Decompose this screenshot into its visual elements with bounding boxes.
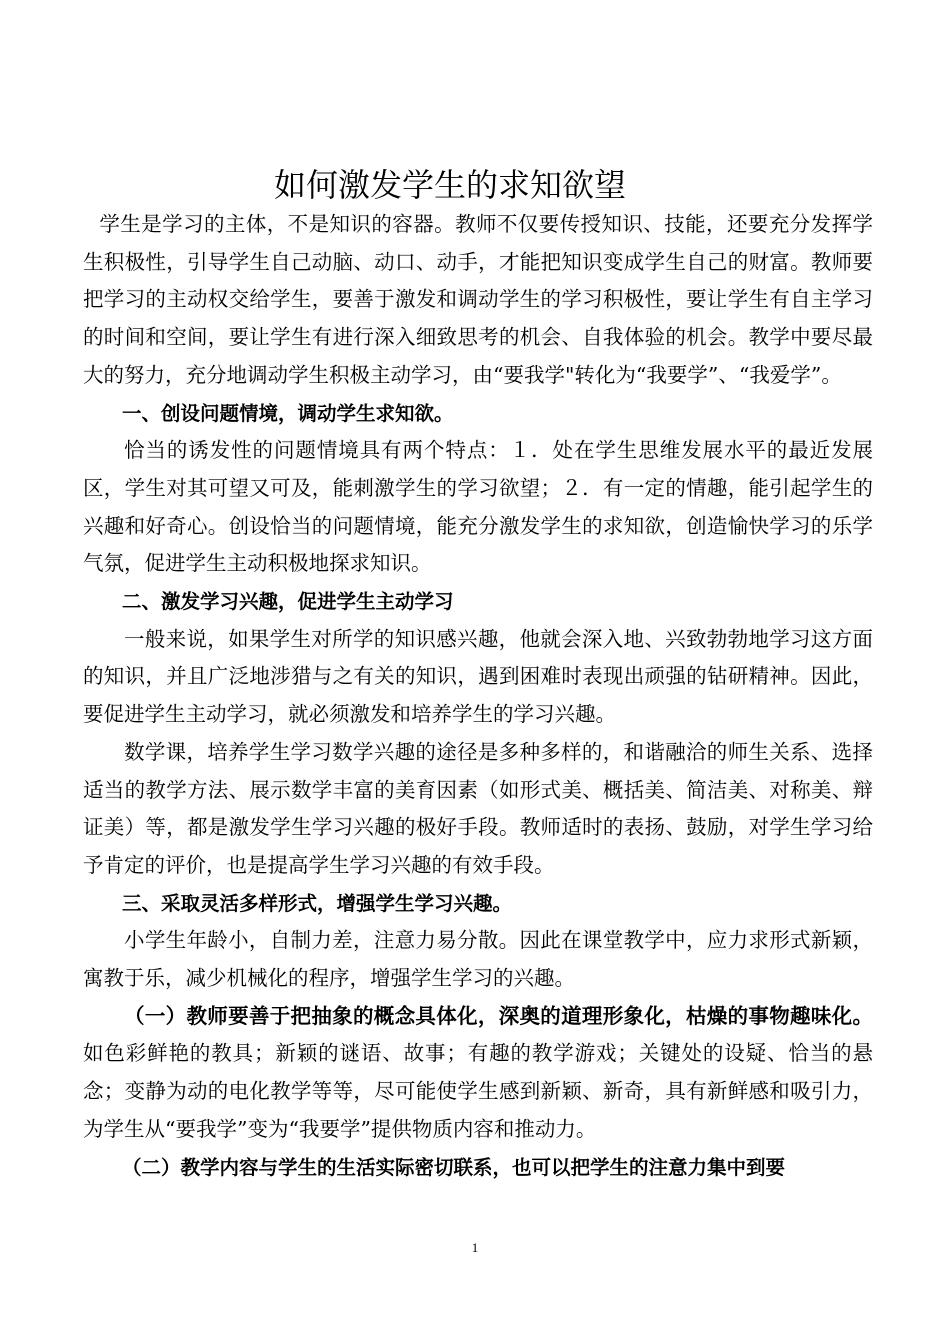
- paragraph-forms: 小学生年龄小，自制力差，注意力易分散。因此在课堂教学中，应力求形式新颖，寓教于乐，减少机械化的程序，增强学生学习的兴趣。: [83, 928, 873, 991]
- document-body: [83, 206, 873, 1186]
- page-number: 1: [471, 1240, 479, 1255]
- paragraph-problem-situation: 恰当的诱发性的问题情境具有两个特点：１．处在学生思维发展水平的最近发展区，学生对其可望又可及，能刺激学生的学习欲望；２．有一定的情趣，能引起学生的兴趣和好奇心。创设恰当的问题情境，能充分激发学生的求知欲，创造愉快学习的乐学气氛，促进学生主动积极地探求知识。: [83, 438, 873, 576]
- paragraph-intro: 学生是学习的主体，不是知识的容器。教师不仅要传授知识、技能，还要充分发挥学生积极性，引导学生自己动脑、动口、动手，才能把知识变成学生自己的财富。教师要把学习的主动权交给学生，要善于激发和调动学生的学习积极性，要让学生有自主学习的时间和空间，要让学生有进行深入细致思考的机会、自我体验的机会。教学中要尽最大的努力，充分地调动学生积极主动学习，由“要我学"转化为“我要学”、“我爱学”。: [83, 212, 873, 387]
- paragraph-interest-1: 一般来说，如果学生对所学的知识感兴趣，他就会深入地、兴致勃勃地学习这方面的知识，并且广泛地涉猎与之有关的知识，遇到困难时表现出顽强的钻研精神。因此，要促进学生主动学习，就必须激发和培养学生的学习兴趣。: [83, 626, 873, 727]
- section-heading-2: 二、激发学习兴趣，促进学生主动学习: [122, 590, 454, 614]
- subsection-1-lead: （一）教师要善于把抽象的概念具体化，深奥的道理形象化，枯燥的事物趣味化。: [124, 1003, 873, 1028]
- subsection-1-text: 如色彩鲜艳的教具；新颖的谜语、故事；有趣的教学游戏；关键处的设疑、恰当的悬念；变静为动的电化教学等等，尽可能使学生感到新颖、新奇，具有新鲜感和吸引力，为学生从“要我学”变为“我要学”提供物质内容和推动力。: [83, 1041, 873, 1141]
- section-heading-3: 三、采取灵活多样形式，增强学生学习兴趣。: [122, 891, 513, 915]
- paragraph-subsection-1: [83, 998, 873, 1149]
- document-title: 如何激发学生的求知欲望: [273, 166, 626, 205]
- section-heading-1: 一、创设问题情境，调动学生求知欲。: [122, 401, 454, 425]
- paragraph-interest-2: 数学课，培养学生学习数学兴趣的途径是多种多样的，和谐融洽的师生关系、选择适当的教学方法、展示数学丰富的美育因素（如形式美、概括美、简洁美、对称美、辩证美）等，都是激发学生学习兴趣的极好手段。教师适时的表扬、鼓励，对学生学习给予肯定的评价，也是提高学生学习兴趣的有效手段。: [83, 739, 873, 877]
- subsection-heading-2: （二）教学内容与学生的生活实际密切联系，也可以把学生的注意力集中到要: [122, 1155, 786, 1179]
